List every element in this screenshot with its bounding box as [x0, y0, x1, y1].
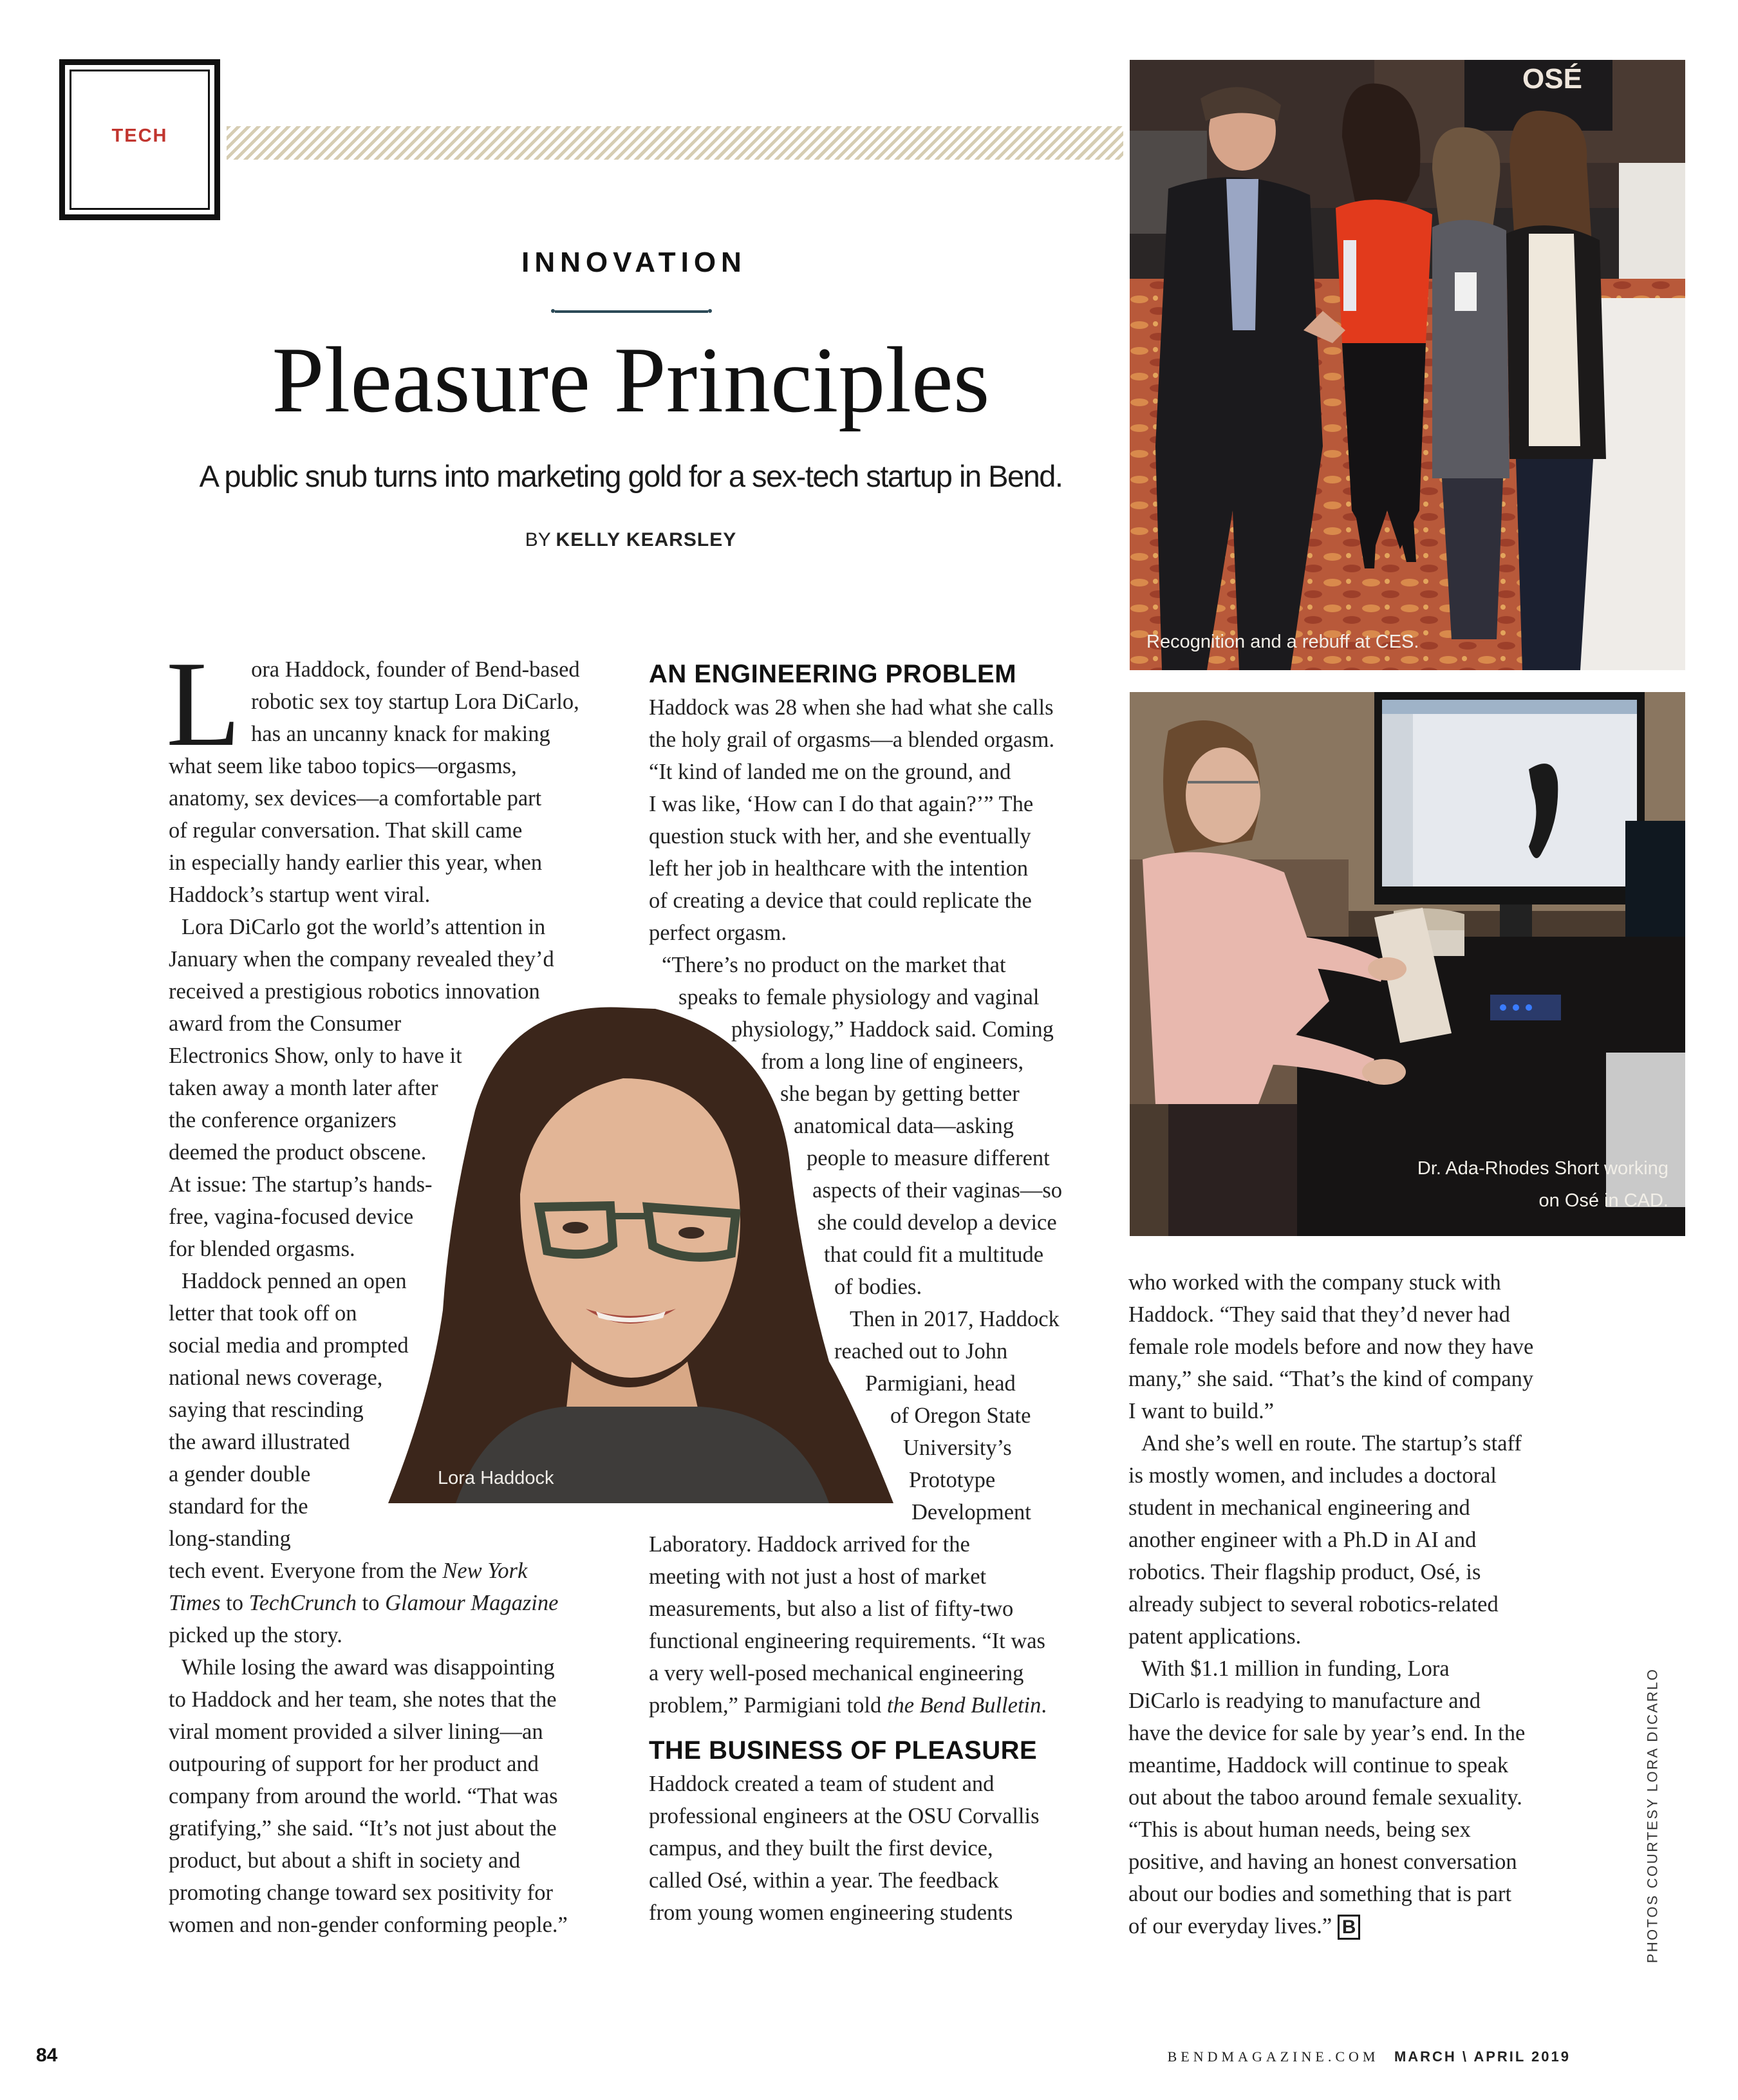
text-line: taken away a month later after: [169, 1076, 438, 1100]
text-line: functional engineering requirements. “It was: [649, 1629, 1045, 1653]
text-line: “This is about human needs, being sex: [1128, 1817, 1471, 1842]
text-line: of bodies.: [834, 1275, 922, 1299]
text-line: Haddock was 28 when she had what she calls: [649, 695, 1054, 720]
text-line: letter that took off on: [169, 1301, 357, 1326]
text-line: about our bodies and something that is part: [1128, 1882, 1512, 1906]
text-line: Haddock created a team of student and: [649, 1772, 995, 1796]
text-line: women and non-gender conforming people.”: [169, 1913, 568, 1937]
text-line: left her job in healthcare with the intention: [649, 856, 1029, 881]
text-line: University’s: [903, 1436, 1012, 1460]
text-line: meantime, Haddock will continue to speak: [1128, 1753, 1509, 1777]
text-line: standard for the: [169, 1494, 308, 1519]
text-line: out about the taboo around female sexuality.: [1128, 1785, 1522, 1810]
italic-run: the Bend Bulletin: [886, 1693, 1042, 1718]
page-number: 84: [36, 2045, 58, 2066]
booth-sign-text: OSÉ: [1522, 63, 1582, 95]
text-line: And she’s well en route. The startup’s staff: [1141, 1431, 1522, 1456]
photo-credit: [1640, 1667, 1665, 1964]
paragraph: [169, 911, 619, 1265]
section-tab: [70, 70, 210, 210]
drop-cap: L: [166, 637, 241, 772]
text-line: the award illustrated: [169, 1430, 350, 1454]
text-line: positive, and having an honest conversation: [1128, 1850, 1517, 1874]
column-3: [1128, 1266, 1592, 1942]
kicker-rule: [555, 310, 708, 313]
text-line: picked up the story.: [169, 1623, 342, 1647]
text-line: the holy grail of orgasms—a blended orgasm.: [649, 727, 1055, 752]
text-line: [169, 1555, 619, 1587]
text-line: Haddock. “They said that they’d never had: [1128, 1302, 1510, 1327]
text-line: viral moment provided a silver lining—an: [169, 1720, 543, 1744]
footer: [1069, 2048, 1571, 2065]
text-line: Prototype: [909, 1468, 996, 1492]
headline: Pleasure Principles: [272, 328, 990, 432]
text-line: already subject to several robotics-related: [1128, 1592, 1499, 1617]
ces-photo-caption: Recognition and a rebuff at CES.: [1146, 632, 1419, 652]
byline: [270, 529, 991, 551]
text-line: outpouring of support for her product and: [169, 1752, 539, 1776]
text-line: patent applications.: [1128, 1624, 1302, 1649]
text-line: have the device for sale by year’s end. In the: [1128, 1721, 1526, 1745]
column-1: [166, 637, 619, 1941]
paragraph: [169, 1265, 619, 1651]
text-line: that could fit a multitude: [824, 1242, 1044, 1267]
text-line: aspects of their vaginas—so: [812, 1178, 1063, 1203]
text-line: January when the company revealed they’d: [169, 947, 554, 971]
text-line: speaks to female physiology and vaginal: [678, 985, 1040, 1009]
text-run: to: [220, 1591, 249, 1615]
text-line: “There’s no product on the market that: [662, 953, 1006, 977]
footer-issue: MARCH \ APRIL 2019: [1394, 2048, 1571, 2065]
rule-dot-right: [708, 309, 712, 313]
text-line: who worked with the company stuck with: [1128, 1270, 1501, 1295]
paragraph: [1128, 1653, 1592, 1942]
text-line: Haddock’s startup went viral.: [169, 883, 431, 907]
text-line: Then in 2017, Haddock: [850, 1307, 1060, 1331]
subhead-business: THE BUSINESS OF PLEASURE: [649, 1736, 1038, 1765]
text-line: gratifying,” she said. “It’s not just about the: [169, 1816, 557, 1841]
text-line: measurements, but also a list of fifty-two: [649, 1597, 1014, 1621]
text-line: free, vagina-focused device: [169, 1205, 414, 1229]
text-line: she could develop a device: [818, 1210, 1057, 1235]
end-mark-icon: B: [1338, 1915, 1361, 1940]
paragraph: [169, 1651, 619, 1941]
text-line: question stuck with her, and she eventually: [649, 824, 1031, 848]
text-line: Lora DiCarlo got the world’s attention in: [182, 915, 546, 939]
text-line: physiology,” Haddock said. Coming: [731, 1017, 1054, 1042]
text-line: robotics. Their flagship product, Osé, is: [1128, 1560, 1481, 1584]
text-line: DiCarlo is readying to manufacture and: [1128, 1689, 1481, 1713]
cad-work-photo: [1130, 692, 1685, 1236]
text-line: for blended orgasms.: [169, 1237, 355, 1261]
text-line: robotic sex toy startup Lora DiCarlo,: [251, 689, 579, 714]
text-line: promoting change toward sex positivity for: [169, 1880, 553, 1905]
text-line: a gender double: [169, 1462, 311, 1486]
paragraph: [1128, 1266, 1592, 1427]
text-line: from young women engineering students: [649, 1900, 1013, 1925]
section-tab-label: TECH: [111, 125, 168, 146]
text-line: reached out to John: [834, 1339, 1008, 1364]
italic-run: New York: [442, 1559, 528, 1583]
text-line: I was like, ‘How can I do that again?’” The: [649, 792, 1034, 816]
text-line: called Osé, within a year. The feedback: [649, 1868, 999, 1893]
text-run: .: [1041, 1693, 1047, 1718]
hatched-rule: [227, 126, 1123, 160]
text-line: campus, and they built the first device,: [649, 1836, 993, 1861]
text-line: anatomical data—asking: [794, 1114, 1014, 1138]
text-line: [1128, 1910, 1592, 1942]
portrait-caption: Lora Haddock: [438, 1468, 554, 1488]
text-line: of regular conversation. That skill came: [169, 818, 523, 843]
photo-credit-text: PHOTOS COURTESY LORA DICARLO: [1644, 1667, 1660, 1964]
text-line: another engineer with a Ph.D in AI and: [1128, 1528, 1477, 1552]
text-line: Electronics Show, only to have it: [169, 1044, 462, 1068]
paragraph: [1128, 1427, 1592, 1653]
text-line: she began by getting better: [780, 1082, 1020, 1106]
dek: A public snub turns into marketing gold for a sex-tech startup in Bend.: [199, 459, 1063, 493]
text-line: social media and prompted: [169, 1333, 409, 1358]
text-line: national news coverage,: [169, 1365, 383, 1390]
text-line: what seem like taboo topics—orgasms,: [169, 754, 517, 778]
text-line: company from around the world. “That was: [169, 1784, 558, 1808]
text-line: With $1.1 million in funding, Lora: [1141, 1656, 1450, 1681]
text-line: anatomy, sex devices—a comfortable part: [169, 786, 542, 811]
text-line: in especially handy earlier this year, when: [169, 850, 543, 875]
italic-run: TechCrunch: [248, 1591, 357, 1615]
text-line: saying that rescinding: [169, 1398, 364, 1422]
text-line: Haddock penned an open: [182, 1269, 407, 1293]
kicker: INNOVATION: [521, 247, 747, 278]
text-run: tech event. Everyone from the: [169, 1559, 443, 1583]
italic-run: Times: [169, 1591, 221, 1615]
byline-author: KELLY KEARSLEY: [556, 529, 737, 550]
text-run: problem,” Parmigiani told: [649, 1693, 887, 1718]
text-line: [169, 1587, 619, 1619]
text-line: At issue: The startup’s hands-: [169, 1172, 433, 1197]
text-run: of our everyday lives.”: [1128, 1914, 1332, 1938]
text-line: While losing the award was disappointing: [182, 1655, 555, 1680]
text-line: award from the Consumer: [169, 1011, 402, 1036]
text-line: the conference organizers: [169, 1108, 397, 1132]
text-line: professional engineers at the OSU Corvallis: [649, 1804, 1040, 1828]
text-line: Parmigiani, head: [865, 1371, 1016, 1396]
text-line: meeting with not just a host of market: [649, 1564, 987, 1589]
text-line: [649, 1689, 1112, 1721]
text-line: perfect orgasm.: [649, 921, 787, 945]
text-line: of creating a device that could replicate the: [649, 888, 1032, 913]
text-line: a very well-posed mechanical engineering: [649, 1661, 1024, 1685]
text-line: from a long line of engineers,: [761, 1049, 1024, 1074]
ces-group-photo-art: [1130, 60, 1685, 670]
column-2: [649, 657, 1112, 1929]
text-line: product, but about a shift in society and: [169, 1848, 521, 1873]
paragraph: [166, 637, 619, 911]
text-line: people to measure different: [807, 1146, 1050, 1170]
text-line: ora Haddock, founder of Bend-based: [251, 657, 580, 682]
text-line: Development: [911, 1500, 1031, 1524]
text-run: to: [357, 1591, 386, 1615]
cad-caption-line: on Osé in CAD.: [1538, 1190, 1668, 1211]
text-line: of Oregon State: [890, 1403, 1031, 1428]
cad-photo-caption: [1417, 1152, 1668, 1217]
text-line: is mostly women, and includes a doctoral: [1128, 1463, 1497, 1488]
cad-caption-line: Dr. Ada-Rhodes Short working: [1417, 1158, 1668, 1179]
text-line: student in mechanical engineering and: [1128, 1495, 1470, 1520]
text-line: “It kind of landed me on the ground, and: [649, 760, 1011, 784]
paragraph: [649, 949, 1112, 1303]
text-line: long-standing: [169, 1526, 291, 1551]
footer-website: BENDMAGAZINE.COM: [1167, 2048, 1379, 2065]
text-line: many,” she said. “That’s the kind of company: [1128, 1367, 1534, 1391]
italic-run: Glamour Magazine: [385, 1591, 559, 1615]
ces-group-photo: [1130, 60, 1685, 670]
text-line: has an uncanny knack for making: [251, 722, 550, 746]
text-line: to Haddock and her team, she notes that the: [169, 1687, 557, 1712]
text-line: deemed the product obscene.: [169, 1140, 427, 1165]
text-line: female role models before and now they have: [1128, 1335, 1534, 1359]
byline-prefix: BY: [525, 529, 551, 550]
subhead-engineering: AN ENGINEERING PROBLEM: [649, 660, 1017, 688]
text-line: Laboratory. Haddock arrived for the: [649, 1532, 970, 1557]
text-line: received a prestigious robotics innovation: [169, 979, 540, 1004]
text-line: I want to build.”: [1128, 1399, 1275, 1423]
paragraph: [649, 1768, 1112, 1929]
paragraph: [649, 1303, 1112, 1721]
paragraph: [649, 691, 1112, 949]
